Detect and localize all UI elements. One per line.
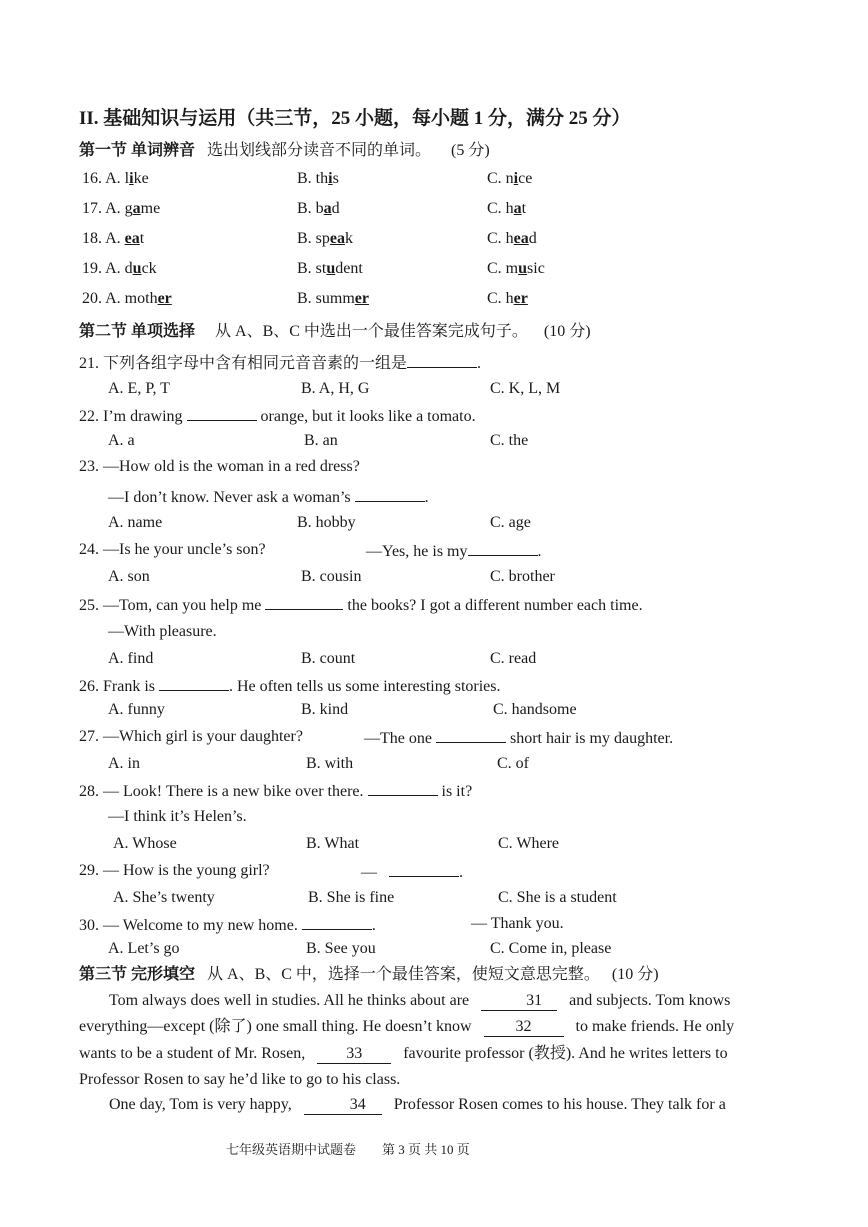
question-stem: 28. — Look! There is a new bike over there. xyxy=(79,783,364,800)
part1-header xyxy=(79,141,490,161)
question-26 xyxy=(79,675,501,697)
stem-end: . He often tells us some interesting stories. xyxy=(229,678,501,695)
cloze-text: and subjects. Tom knows xyxy=(569,992,731,1009)
question-28-line2: —I think it’s Helen’s. xyxy=(108,808,247,825)
word-suffix: d xyxy=(331,200,340,217)
stem-end: . xyxy=(459,864,463,881)
question-stem: 25. —Tom, can you help me xyxy=(79,597,262,614)
cloze-blank-33: 33 xyxy=(317,1045,391,1064)
part3-score: (10 分) xyxy=(611,966,659,983)
option-b: B. an xyxy=(304,432,338,449)
option-a: A. son xyxy=(108,568,150,585)
question-25 xyxy=(79,594,643,616)
reply-text: — xyxy=(361,864,377,881)
phonics-option-c xyxy=(487,289,528,309)
question-stem: 24. —Is he your uncle’s son? xyxy=(79,541,266,558)
option-c: C. of xyxy=(497,755,529,772)
stem-end: short hair is my daughter. xyxy=(509,730,674,747)
question-28 xyxy=(79,780,472,802)
cloze-text: everything—except (除了) one small thing. He doesn’t know xyxy=(79,1018,472,1035)
underlined-letters: i xyxy=(513,170,519,187)
word-suffix: t xyxy=(521,200,527,217)
option-c: C. brother xyxy=(490,568,555,585)
answer-blank xyxy=(265,594,343,610)
cloze-text: Tom always does well in studies. All he thinks about are xyxy=(109,992,470,1009)
phonics-option-a xyxy=(82,259,157,279)
question-stem: 29. — How is the young girl? xyxy=(79,862,270,879)
phonics-option-b xyxy=(297,229,353,249)
underlined-letters: er xyxy=(354,290,369,307)
question-25-line2: —With pleasure. xyxy=(108,623,217,640)
word-prefix: C. m xyxy=(487,260,519,277)
underlined-letters: ea xyxy=(329,230,346,247)
reply xyxy=(364,727,673,749)
stem-end: . xyxy=(424,489,429,506)
page-footer: 七年级英语期中试题卷 第 3 页 共 10 页 xyxy=(226,1142,470,1157)
phonics-option-c xyxy=(487,229,537,249)
word-suffix: ck xyxy=(141,260,157,277)
cloze-line-5 xyxy=(79,1092,791,1118)
word-suffix: t xyxy=(139,230,145,247)
answer-blank xyxy=(468,540,538,556)
cloze-text: Professor Rosen comes to his house. They talk for a xyxy=(393,1096,726,1113)
question-stem: 26. Frank is xyxy=(79,678,155,695)
reply-text: —The one xyxy=(364,730,432,747)
word-prefix: B. b xyxy=(297,200,324,217)
option-c: C. Come in, please xyxy=(490,940,612,957)
word-prefix: C. h xyxy=(487,230,514,247)
part2-label: 第二节 单项选择 xyxy=(79,323,196,340)
phonics-option-a xyxy=(82,169,149,189)
reply xyxy=(361,861,463,883)
cloze-blank-31: 31 xyxy=(481,992,557,1011)
cloze-text: wants to be a student of Mr. Rosen, xyxy=(79,1045,306,1062)
underlined-letters: u xyxy=(518,260,528,277)
word-prefix: 19. A. d xyxy=(82,260,133,277)
word-prefix: 16. A. l xyxy=(82,170,130,187)
question-stem-wrap xyxy=(79,914,376,936)
underlined-letters: a xyxy=(513,200,522,217)
phonics-option-c xyxy=(487,259,545,279)
option-b: B. hobby xyxy=(297,514,356,531)
part2-instruction: 从 A、B、C 中选出一个最佳答案完成句子。 xyxy=(215,323,528,340)
question-stem: 30. — Welcome to my new home. xyxy=(79,917,298,934)
underlined-letters: er xyxy=(513,290,528,307)
word-suffix: s xyxy=(332,170,339,187)
underlined-letters: ea xyxy=(124,230,140,247)
word-suffix: ke xyxy=(133,170,149,187)
option-a: A. name xyxy=(108,514,163,531)
part2-score: (10 分) xyxy=(543,323,591,340)
underlined-letters: i xyxy=(328,170,333,187)
part1-label: 第一节 单词辨音 xyxy=(79,142,196,159)
reply xyxy=(366,540,542,562)
answer-blank xyxy=(187,405,257,421)
underlined-letters: ea xyxy=(513,230,529,247)
word-suffix: me xyxy=(140,200,161,217)
question-22 xyxy=(79,405,476,427)
answer-blank xyxy=(355,486,425,502)
option-b: B. She is fine xyxy=(308,889,395,906)
phonics-option-a xyxy=(82,289,172,309)
question-23: 23. —How old is the woman in a red dress? xyxy=(79,458,360,475)
question-23-line2 xyxy=(108,486,429,508)
underlined-letters: a xyxy=(323,200,332,217)
underlined-letters: er xyxy=(157,290,172,307)
option-c: C. the xyxy=(490,432,529,449)
option-a: A. in xyxy=(108,755,140,772)
cloze-line-1 xyxy=(79,988,791,1014)
word-prefix: C. h xyxy=(487,200,514,217)
section-title: II. 基础知识与运用（共三节，25 小题，每小题 1 分，满分 25 分） xyxy=(79,108,631,129)
word-prefix: C. n xyxy=(487,170,514,187)
cloze-blank-32: 32 xyxy=(484,1018,564,1037)
phonics-option-c xyxy=(487,169,532,189)
cloze-line-4: Professor Rosen to say he’d like to go to his class. xyxy=(79,1071,401,1088)
option-b: B. with xyxy=(306,755,354,772)
stem-end: is it? xyxy=(441,783,473,800)
cloze-line-2 xyxy=(79,1014,791,1040)
word-suffix: sic xyxy=(527,260,545,277)
underlined-letters: u xyxy=(326,260,336,277)
part3-instruction: 从 A、B、C 中，选择一个最佳答案，使短文意思完整。 xyxy=(207,966,600,983)
stem-end: . xyxy=(477,355,482,372)
option-a: A. find xyxy=(108,650,154,667)
phonics-option-b xyxy=(297,259,363,279)
word-prefix: B. th xyxy=(297,170,329,187)
cloze-text: to make friends. He only xyxy=(575,1018,735,1035)
answer-blank xyxy=(389,861,459,877)
phonics-option-a xyxy=(82,229,144,249)
part2-header xyxy=(79,322,591,342)
option-c: C. read xyxy=(490,650,537,667)
stem-end: the books? I got a different number each time. xyxy=(347,597,643,614)
word-suffix: ce xyxy=(518,170,533,187)
word-prefix: B. summ xyxy=(297,290,355,307)
cloze-text: One day, Tom is very happy, xyxy=(109,1096,292,1113)
underlined-letters: i xyxy=(129,170,134,187)
option-b: B. A, H, G xyxy=(301,380,370,397)
underlined-letters: a xyxy=(132,200,141,217)
phonics-option-a xyxy=(82,199,160,219)
phonics-option-c xyxy=(487,199,526,219)
part1-instruction: 选出划线部分读音不同的单词。 xyxy=(207,142,432,159)
option-a: A. Let’s go xyxy=(108,940,180,957)
stem-end: orange, but it looks like a tomato. xyxy=(260,408,476,425)
answer-blank xyxy=(302,914,372,930)
option-b: B. kind xyxy=(301,701,349,718)
word-prefix: C. h xyxy=(487,290,514,307)
question-stem: 21. 下列各组字母中含有相同元音音素的一组是 xyxy=(79,355,408,372)
phonics-option-b xyxy=(297,169,339,189)
answer-blank xyxy=(159,675,229,691)
stem-end: . xyxy=(371,917,376,934)
phonics-option-b xyxy=(297,199,340,219)
option-c: C. handsome xyxy=(493,701,577,718)
option-b: B. count xyxy=(301,650,356,667)
question-stem: 27. —Which girl is your daughter? xyxy=(79,728,303,745)
option-a: A. She’s twenty xyxy=(113,889,215,906)
answer-blank xyxy=(407,352,477,368)
word-suffix: k xyxy=(345,230,354,247)
word-suffix: d xyxy=(528,230,537,247)
word-suffix: dent xyxy=(335,260,363,277)
option-b: B. What xyxy=(306,835,360,852)
answer-blank xyxy=(368,780,438,796)
option-a: A. a xyxy=(108,432,135,449)
word-prefix: 17. A. g xyxy=(82,200,133,217)
reply-text: —Yes, he is my xyxy=(366,543,468,560)
option-c: C. age xyxy=(490,514,531,531)
part3-label: 第三节 完形填空 xyxy=(79,966,196,983)
option-a: A. funny xyxy=(108,701,165,718)
word-prefix: B. st xyxy=(297,260,327,277)
question-21 xyxy=(79,352,481,374)
word-prefix: 18. A. xyxy=(82,230,125,247)
stem-end: . xyxy=(537,543,542,560)
reply: — Thank you. xyxy=(471,915,564,932)
answer-blank xyxy=(436,727,506,743)
option-a: A. E, P, T xyxy=(108,380,170,397)
word-prefix: 20. A. moth xyxy=(82,290,158,307)
option-c: C. She is a student xyxy=(498,889,617,906)
cloze-text: favourite professor (教授). And he writes letters to xyxy=(403,1045,728,1062)
word-prefix: B. sp xyxy=(297,230,330,247)
underlined-letters: u xyxy=(132,260,142,277)
part3-header xyxy=(79,965,659,985)
question-stem: —I don’t know. Never ask a woman’s xyxy=(108,489,351,506)
option-a: A. Whose xyxy=(113,835,177,852)
phonics-option-b xyxy=(297,289,369,309)
cloze-blank-34: 34 xyxy=(304,1096,382,1115)
option-c: C. Where xyxy=(498,835,560,852)
part1-score: (5 分) xyxy=(451,142,490,159)
question-stem: 22. I’m drawing xyxy=(79,408,183,425)
option-b: B. cousin xyxy=(301,568,362,585)
option-b: B. See you xyxy=(306,940,376,957)
cloze-line-3 xyxy=(79,1041,791,1067)
option-c: C. K, L, M xyxy=(490,380,561,397)
